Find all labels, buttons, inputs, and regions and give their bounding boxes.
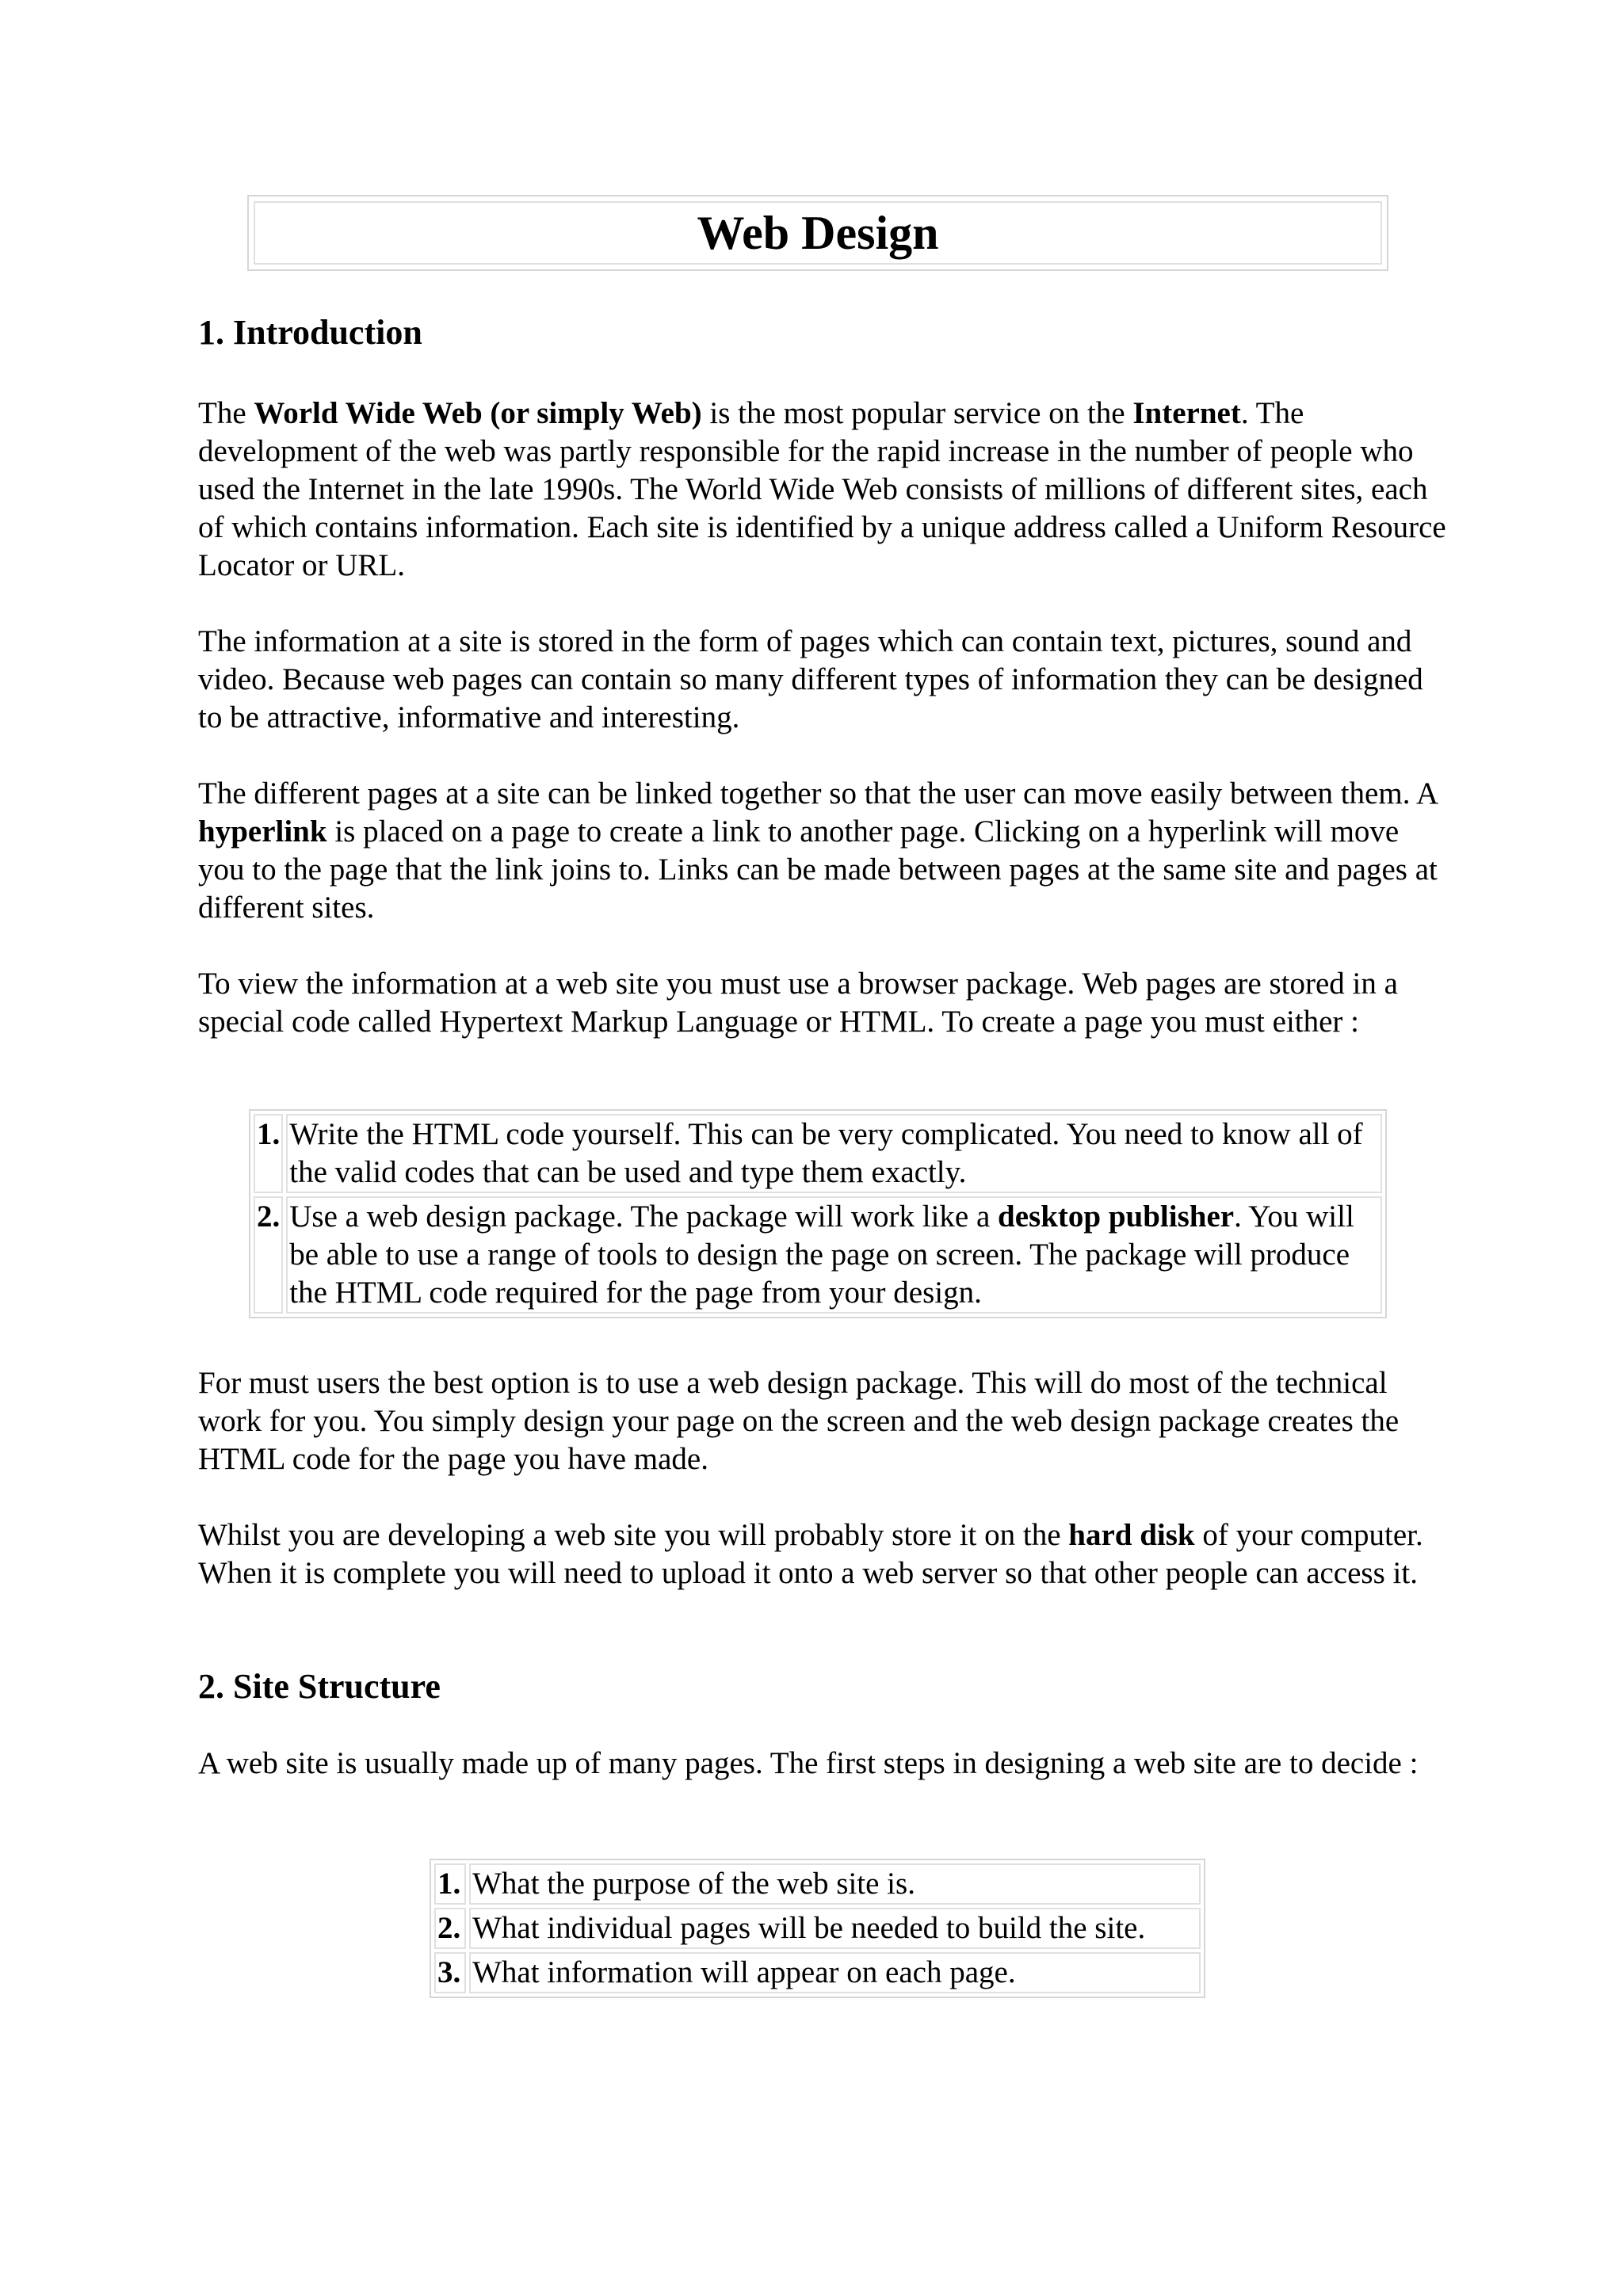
title-frame-inner [254, 201, 1382, 265]
list-item [434, 1908, 1201, 1949]
bold-term-hard-disk: hard disk [1068, 1518, 1195, 1552]
intro-paragraph-3 [198, 775, 1450, 927]
creation-options-list [249, 1109, 1387, 1318]
section-heading-introduction: 1. Introduction [198, 313, 422, 352]
intro-paragraph-2: The information at a site is stored in the form of pages which can contain text, pictures, sound and video. Because web pages can contain so many different types of information they can be designed to be attractive, informative and interesting. [198, 624, 1423, 734]
section-heading-site-structure: 2. Site Structure [198, 1667, 441, 1706]
list-item-number: 1. [254, 1114, 283, 1193]
title-frame [247, 195, 1388, 271]
list-item-text: What individual pages will be needed to build the site. [469, 1908, 1201, 1949]
text-run: of your computer. When it is complete you will need to upload it onto a web server so that other people can access it. [198, 1518, 1423, 1590]
list-item-text [286, 1196, 1382, 1314]
list-item [434, 1863, 1201, 1905]
intro-paragraph-4: To view the information at a web site you must use a browser package. Web pages are stored in a special code called Hypertext Markup Language or HTML. To create a page you must either : [198, 967, 1398, 1039]
bold-term-world-wide-web: World Wide Web (or simply Web) [254, 396, 702, 430]
list-item-number: 2. [434, 1908, 466, 1949]
text-run: . You will be able to use a range of tools to design the page on screen. The package will produce the HTML code required for the page from your design. [289, 1199, 1354, 1310]
page-title: Web Design [697, 207, 939, 259]
list-item-number: 2. [254, 1196, 283, 1314]
list-item [254, 1196, 1382, 1314]
text-run: . The development of the web was partly responsible for the rapid increase in the number of people who used the Internet in the late 1990s. The World Wide Web consists of millions of different sites, each of which contains information. Each site is identified by a unique address called a Uniform Resource Locator or URL. [198, 396, 1446, 582]
text-run: is the most popular service on the [701, 396, 1133, 430]
list-item-number: 1. [434, 1863, 466, 1905]
text-run: The different pages at a site can be linked together so that the user can move easily between them. A [198, 776, 1438, 810]
text-run: The [198, 396, 254, 430]
list-item-number: 3. [434, 1952, 466, 1993]
bold-term-hyperlink: hyperlink [198, 814, 327, 849]
list-item-text: Write the HTML code yourself. This can be very complicated. You need to know all of the valid codes that can be used and type them exactly. [286, 1114, 1382, 1193]
intro-paragraph-5: For must users the best option is to use a web design package. This will do most of the technical work for you. You simply design your page on the screen and the web design package creates the HTML code for the page you have made. [198, 1366, 1400, 1476]
text-run: Whilst you are developing a web site you will probably store it on the [198, 1518, 1069, 1552]
bold-term-internet: Internet [1132, 396, 1241, 430]
intro-paragraph-6 [198, 1516, 1450, 1592]
intro-paragraph-1 [198, 395, 1450, 585]
design-steps-list [430, 1859, 1205, 1998]
structure-paragraph-1: A web site is usually made up of many pages. The first steps in designing a web site are to decide : [198, 1746, 1419, 1780]
text-run: is placed on a page to create a link to another page. Clicking on a hyperlink will move you to the page that the link joins to. Links can be made between pages at the same site and pages at different sites. [198, 814, 1438, 925]
list-item [434, 1952, 1201, 1993]
list-item-text: What the purpose of the web site is. [469, 1863, 1201, 1905]
list-item-text: What information will appear on each page. [469, 1952, 1201, 1993]
list-item [254, 1114, 1382, 1193]
bold-term-desktop-publisher: desktop publisher [998, 1199, 1235, 1234]
text-run: Use a web design package. The package will work like a [289, 1199, 999, 1234]
